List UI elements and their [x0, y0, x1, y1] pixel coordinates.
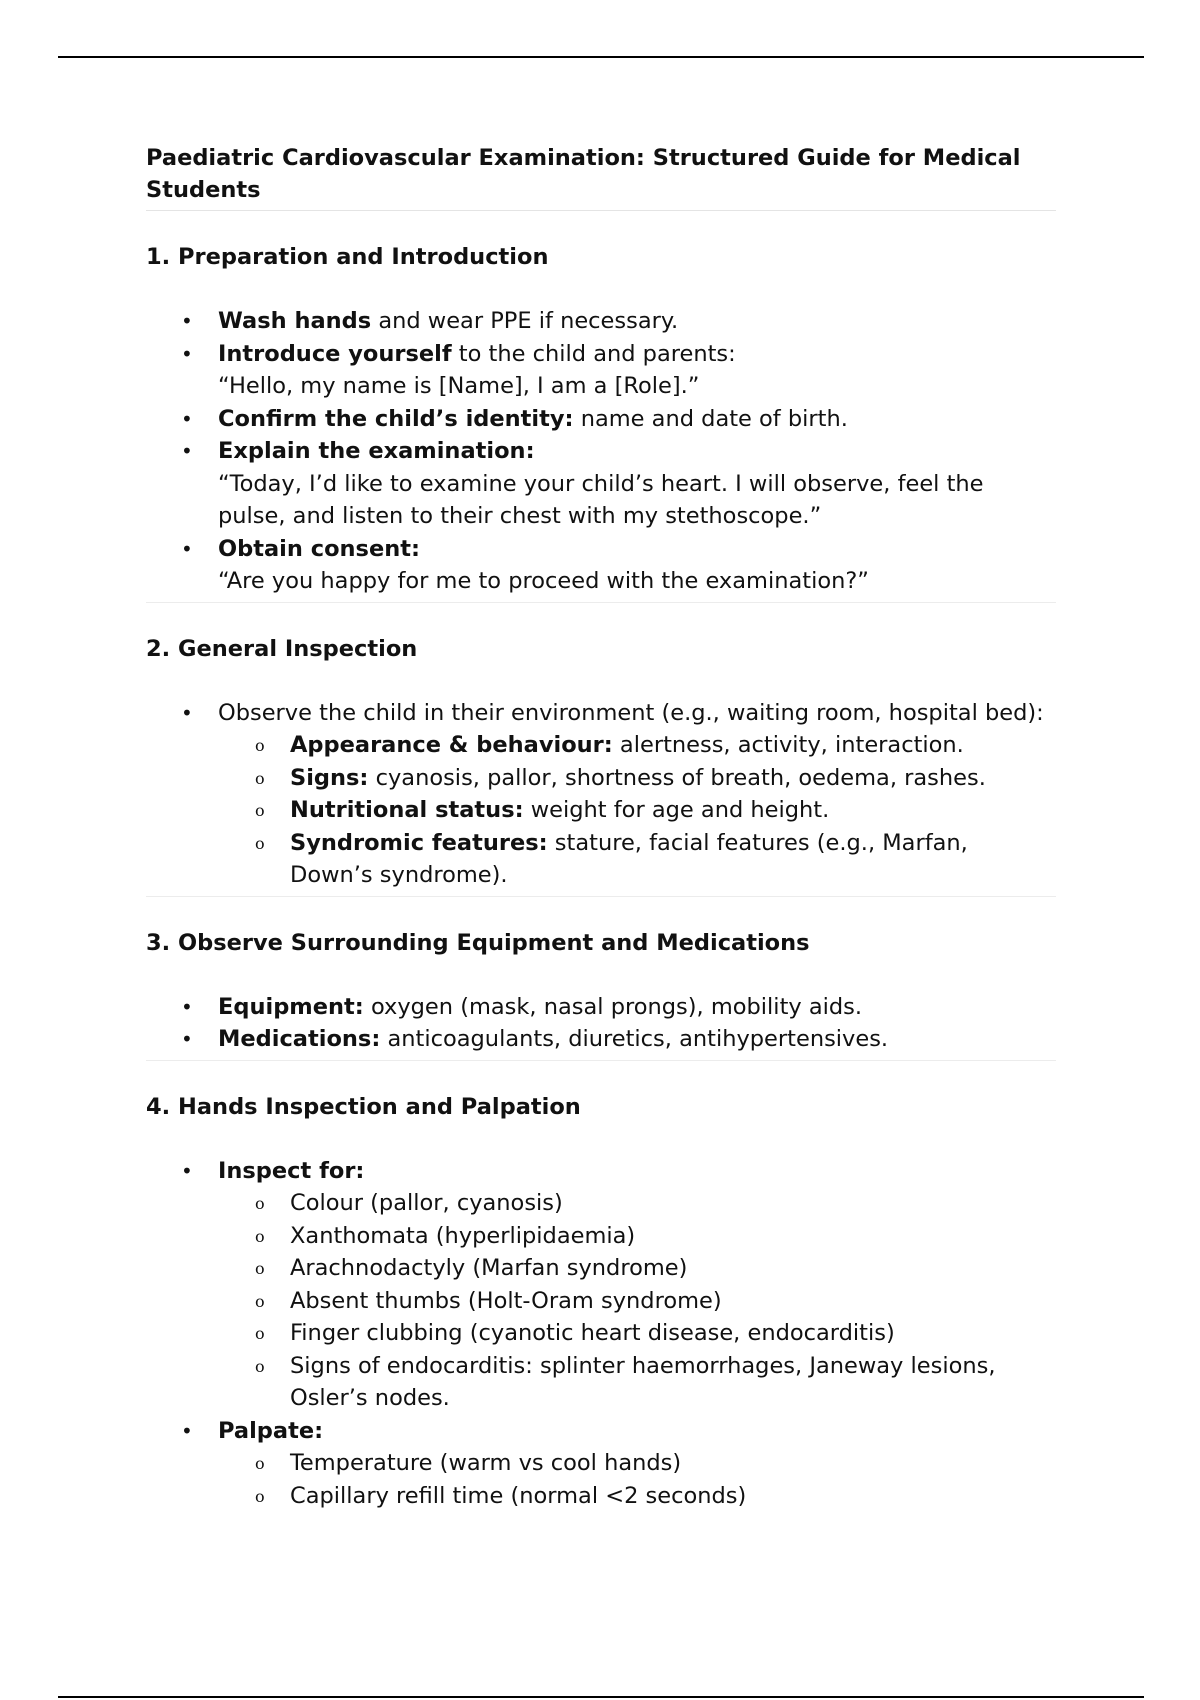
- item-text: name and date of birth.: [573, 405, 848, 432]
- item-bold-label: Introduce yourself: [218, 340, 452, 367]
- item-text: alertness, activity, interaction.: [612, 732, 964, 758]
- item-bold-label: Explain the examination:: [218, 438, 535, 464]
- sub-list: [218, 1187, 1056, 1415]
- sub-list-item: [218, 827, 1056, 892]
- list-item: [146, 533, 1056, 598]
- top-rule: [58, 56, 1144, 58]
- item-bold-label: Equipment:: [218, 993, 364, 1020]
- list-item: [146, 403, 1056, 436]
- sub-list: [218, 729, 1056, 892]
- bottom-rule: [58, 1696, 1144, 1698]
- bullet-list: [146, 697, 1056, 892]
- sub-list-item: o Signs of endocarditis: splinter haemorrhages, Janeway lesions, Osler’s nodes.: [218, 1350, 1056, 1415]
- item-bold-label: Confirm the child’s identity:: [218, 405, 574, 432]
- item-text: and wear PPE if necessary.: [371, 308, 679, 334]
- section-general-inspection: [146, 603, 1056, 897]
- list-item: [146, 1023, 1056, 1056]
- sub-list-item: [218, 762, 1056, 795]
- item-text: to the child and parents:: [451, 340, 736, 367]
- list-item: [146, 305, 1056, 338]
- section-preparation: [146, 211, 1056, 603]
- item-text: stature, facial features (e.g., Marfan, Down’s syndrome).: [290, 829, 968, 888]
- item-bold-label: Medications:: [218, 1026, 381, 1052]
- item-text: oxygen (mask, nasal prongs), mobility aids.: [363, 993, 863, 1020]
- section-heading: 1. Preparation and Introduction: [146, 244, 549, 270]
- sub-list: [218, 1447, 1056, 1512]
- section-hands: [146, 1061, 1056, 1517]
- list-item: [146, 697, 1056, 892]
- section-heading: 2. General Inspection: [146, 635, 418, 662]
- list-item: [146, 435, 1056, 533]
- sub-list-item: o Arachnodactyly (Marfan syndrome): [218, 1252, 1056, 1285]
- bullet-list: [146, 1155, 1056, 1513]
- item-bold-label: Appearance & behaviour:: [290, 732, 613, 758]
- bullet-list: [146, 305, 1056, 598]
- sub-list-item: [218, 794, 1056, 827]
- list-item: [146, 991, 1056, 1024]
- item-quote: “Are you happy for me to proceed with the examination?”: [218, 568, 869, 594]
- document-body: [146, 142, 1056, 1516]
- item-bold-label: Inspect for:: [218, 1157, 365, 1184]
- section-equipment-medications: [146, 897, 1056, 1061]
- list-item: [146, 1415, 1056, 1513]
- sub-list-item: o Capillary refill time (normal <2 seconds): [218, 1480, 1056, 1513]
- item-bold-label: Obtain consent:: [218, 535, 420, 562]
- bullet-list: [146, 991, 1056, 1056]
- item-quote: “Today, I’d like to examine your child’s heart. I will observe, feel the pulse, and listen to their chest with my stethoscope.”: [218, 470, 984, 529]
- item-quote: “Hello, my name is [Name], I am a [Role].”: [218, 373, 700, 399]
- document-title: Paediatric Cardiovascular Examination: Structured Guide for Medical Students: [146, 142, 1056, 211]
- item-bold-label: Signs:: [290, 764, 369, 791]
- sub-list-item: o Absent thumbs (Holt-Oram syndrome): [218, 1285, 1056, 1318]
- sub-list-item: o Temperature (warm vs cool hands): [218, 1447, 1056, 1480]
- item-text: weight for age and height.: [523, 797, 830, 823]
- item-bold-label: Wash hands: [218, 308, 372, 334]
- item-bold-label: Nutritional status:: [290, 797, 524, 823]
- sub-list-item: o Colour (pallor, cyanosis): [218, 1187, 1056, 1220]
- item-text: cyanosis, pallor, shortness of breath, oedema, rashes.: [368, 764, 986, 791]
- sub-list-item: o Xanthomata (hyperlipidaemia): [218, 1220, 1056, 1253]
- list-item: [146, 338, 1056, 403]
- item-text: Observe the child in their environment (e.g., waiting room, hospital bed):: [218, 699, 1044, 726]
- sub-list-item: [218, 729, 1056, 762]
- item-text: anticoagulants, diuretics, antihypertensives.: [380, 1026, 889, 1052]
- sub-list-item: o Finger clubbing (cyanotic heart disease, endocarditis): [218, 1317, 1056, 1350]
- item-bold-label: Syndromic features:: [290, 829, 548, 856]
- section-heading: 4. Hands Inspection and Palpation: [146, 1093, 581, 1120]
- item-bold-label: Palpate:: [218, 1417, 324, 1444]
- section-heading: 3. Observe Surrounding Equipment and Medications: [146, 929, 810, 956]
- list-item: [146, 1155, 1056, 1415]
